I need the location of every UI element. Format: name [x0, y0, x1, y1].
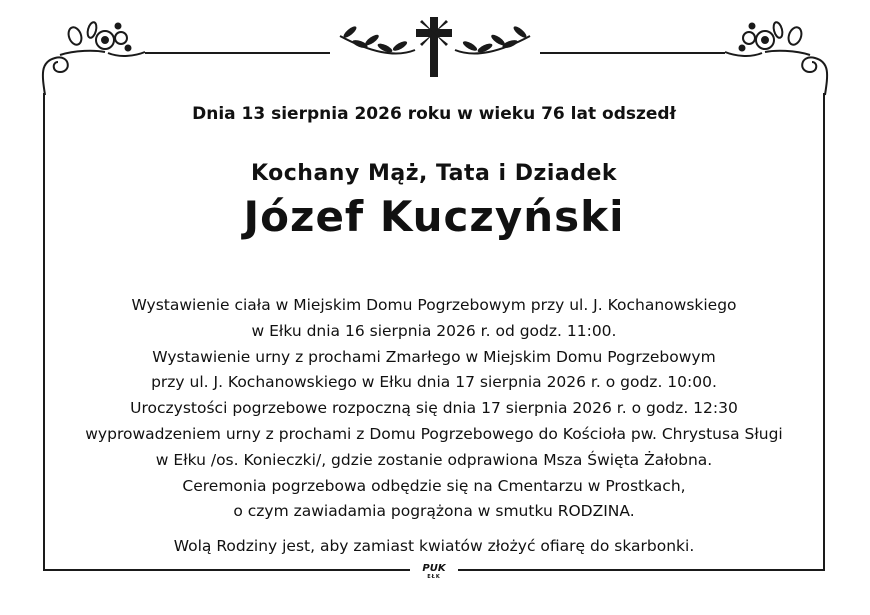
body-line: przy ul. J. Kochanowskiego w Ełku dnia 17 sierpnia 2026 r. o godz. 10:00. — [151, 373, 717, 392]
body-line: Wystawienie ciała w Miejskim Domu Pogrzebowym przy ul. J. Kochanowskiego — [131, 296, 737, 314]
body-line: Uroczystości pogrzebowe rozpoczną się dnia 17 sierpnia 2026 r. o godz. 12:30 — [130, 399, 738, 418]
relation-line: Kochany Mąż, Tata i Dziadek — [250, 161, 618, 186]
body-line: Ceremonia pogrzebowa odbędzie się na Cmentarzu w Prostkach, — [182, 476, 686, 495]
body-line: w Ełku /os. Konieczki/, gdzie zostanie odprawiona Msza Święta Żałobna. — [155, 450, 713, 469]
announcement-header: Dnia 13 sierpnia 2026 roku w wieku 76 lat odszedł — [192, 104, 676, 124]
logo-title: PUK — [422, 563, 446, 574]
logo-subtitle: EŁK — [427, 574, 441, 580]
donation-note: Wolą Rodziny jest, aby zamiast kwiatów złożyć ofiarę do skarbonki. — [173, 537, 695, 555]
body-line: Wystawienie urny z prochami Zmarłego w Miejskim Domu Pogrzebowym — [152, 347, 716, 366]
cross-with-olive-branches-icon — [340, 17, 530, 77]
top-ornament — [0, 0, 870, 100]
body-line: o czym zawiadamia pogrążona w smutku RODZINA. — [233, 502, 635, 521]
left-floral-flourish-icon — [43, 21, 145, 95]
announcement-body — [45, 293, 823, 525]
body-line: wyprowadzeniem urny z prochami z Domu Pogrzebowego do Kościoła pw. Chrystusa Sługi — [85, 424, 783, 443]
puk-logo — [410, 564, 458, 580]
right-floral-flourish-icon — [725, 21, 827, 95]
deceased-name: Józef Kuczyński — [243, 192, 625, 241]
body-line: w Ełku dnia 16 sierpnia 2026 r. od godz. 11:00. — [251, 321, 617, 340]
